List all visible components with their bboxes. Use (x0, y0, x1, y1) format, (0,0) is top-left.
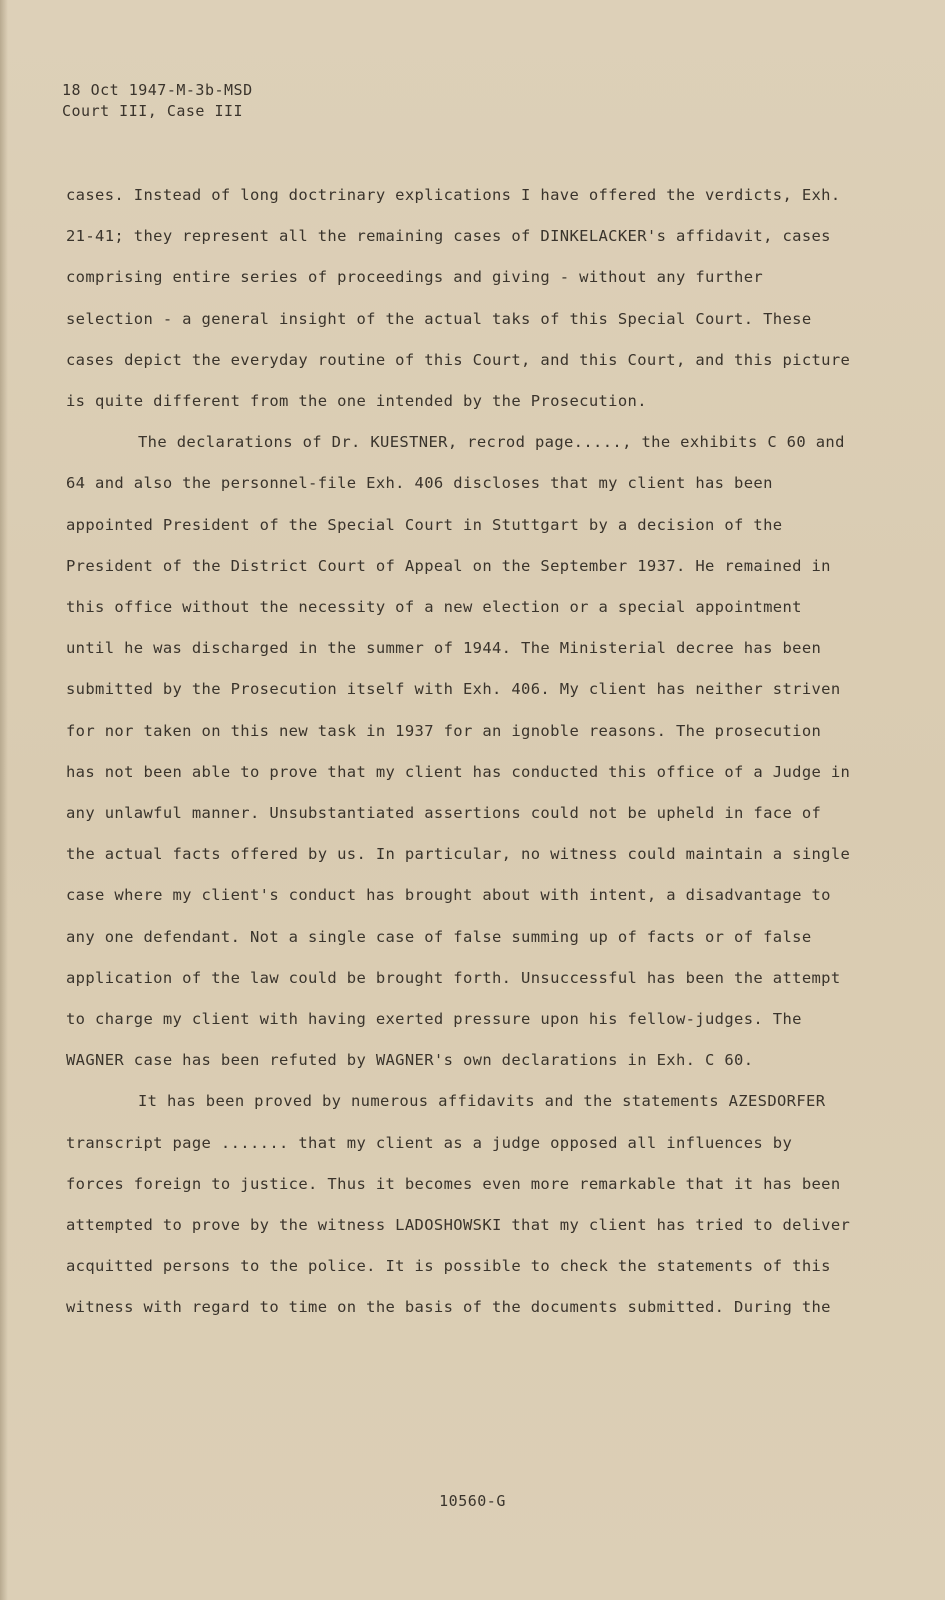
paragraph-3: It has been proved by numerous affidavits and the statements AZESDORFER transcript page ....... that my client as a judge opposed all influences by forces foreign to justice. Thus it becomes even more remarkable that it has been attempted to prove by the witness LADOSHOWSKI that my client has tried to deliver acquitted persons to the police. It is possible to check the statements of this witness with regard to time on the basis of the documents submitted. During the (66, 1092, 851, 1317)
header-court-line: Court III, Case III (62, 102, 244, 120)
header-date-line: 18 Oct 1947-M-3b-MSD (62, 81, 253, 99)
document-header (62, 80, 253, 122)
paragraph-1: cases. Instead of long doctrinary explications I have offered the verdicts, Exh. 21-41; they represent all the remaining cases of DINKELACKER's affidavit, cases comprising entire series of proceedings and giving - without any further selection - a general insight of the actual taks of this Special Court. These cases depict the everyday routine of this Court, and this Court, and this picture is quite different from the one intended by the Prosecution. (66, 186, 851, 411)
paragraph-2: The declarations of Dr. KUESTNER, recrod page....., the exhibits C 60 and 64 and also the personnel-file Exh. 406 discloses that my client has been appointed President of the Special Court in Stuttgart by a decision of the President of the District Court of Appeal on the September 1937. He remained in this office without the necessity of a new election or a special appointment until he was discharged in the summer of 1944. The Ministerial decree has been submitted by the Prosecution itself with Exh. 406. My client has neither striven for nor taken on this new task in 1937 for an ignoble reasons. The prosecution has not been able to prove that my client has conducted this office of a Judge in any unlawful manner. Unsubstantiated assertions could not be upheld in face of the actual facts offered by us. In particular, no witness could maintain a single case where my client's conduct has brought about with intent, a disadvantage to any one defendant. Not a single case of false summing up of facts or of false application of the law could be brought forth. Unsuccessful has been the attempt to charge my client with having exerted pressure upon his fellow-judges. The WAGNER case has been refuted by WAGNER's own declarations in Exh. C 60. (66, 433, 851, 1070)
document-body (66, 175, 856, 1329)
page-number: 10560-G (439, 1492, 506, 1510)
page-edge-shadow (0, 0, 8, 1600)
